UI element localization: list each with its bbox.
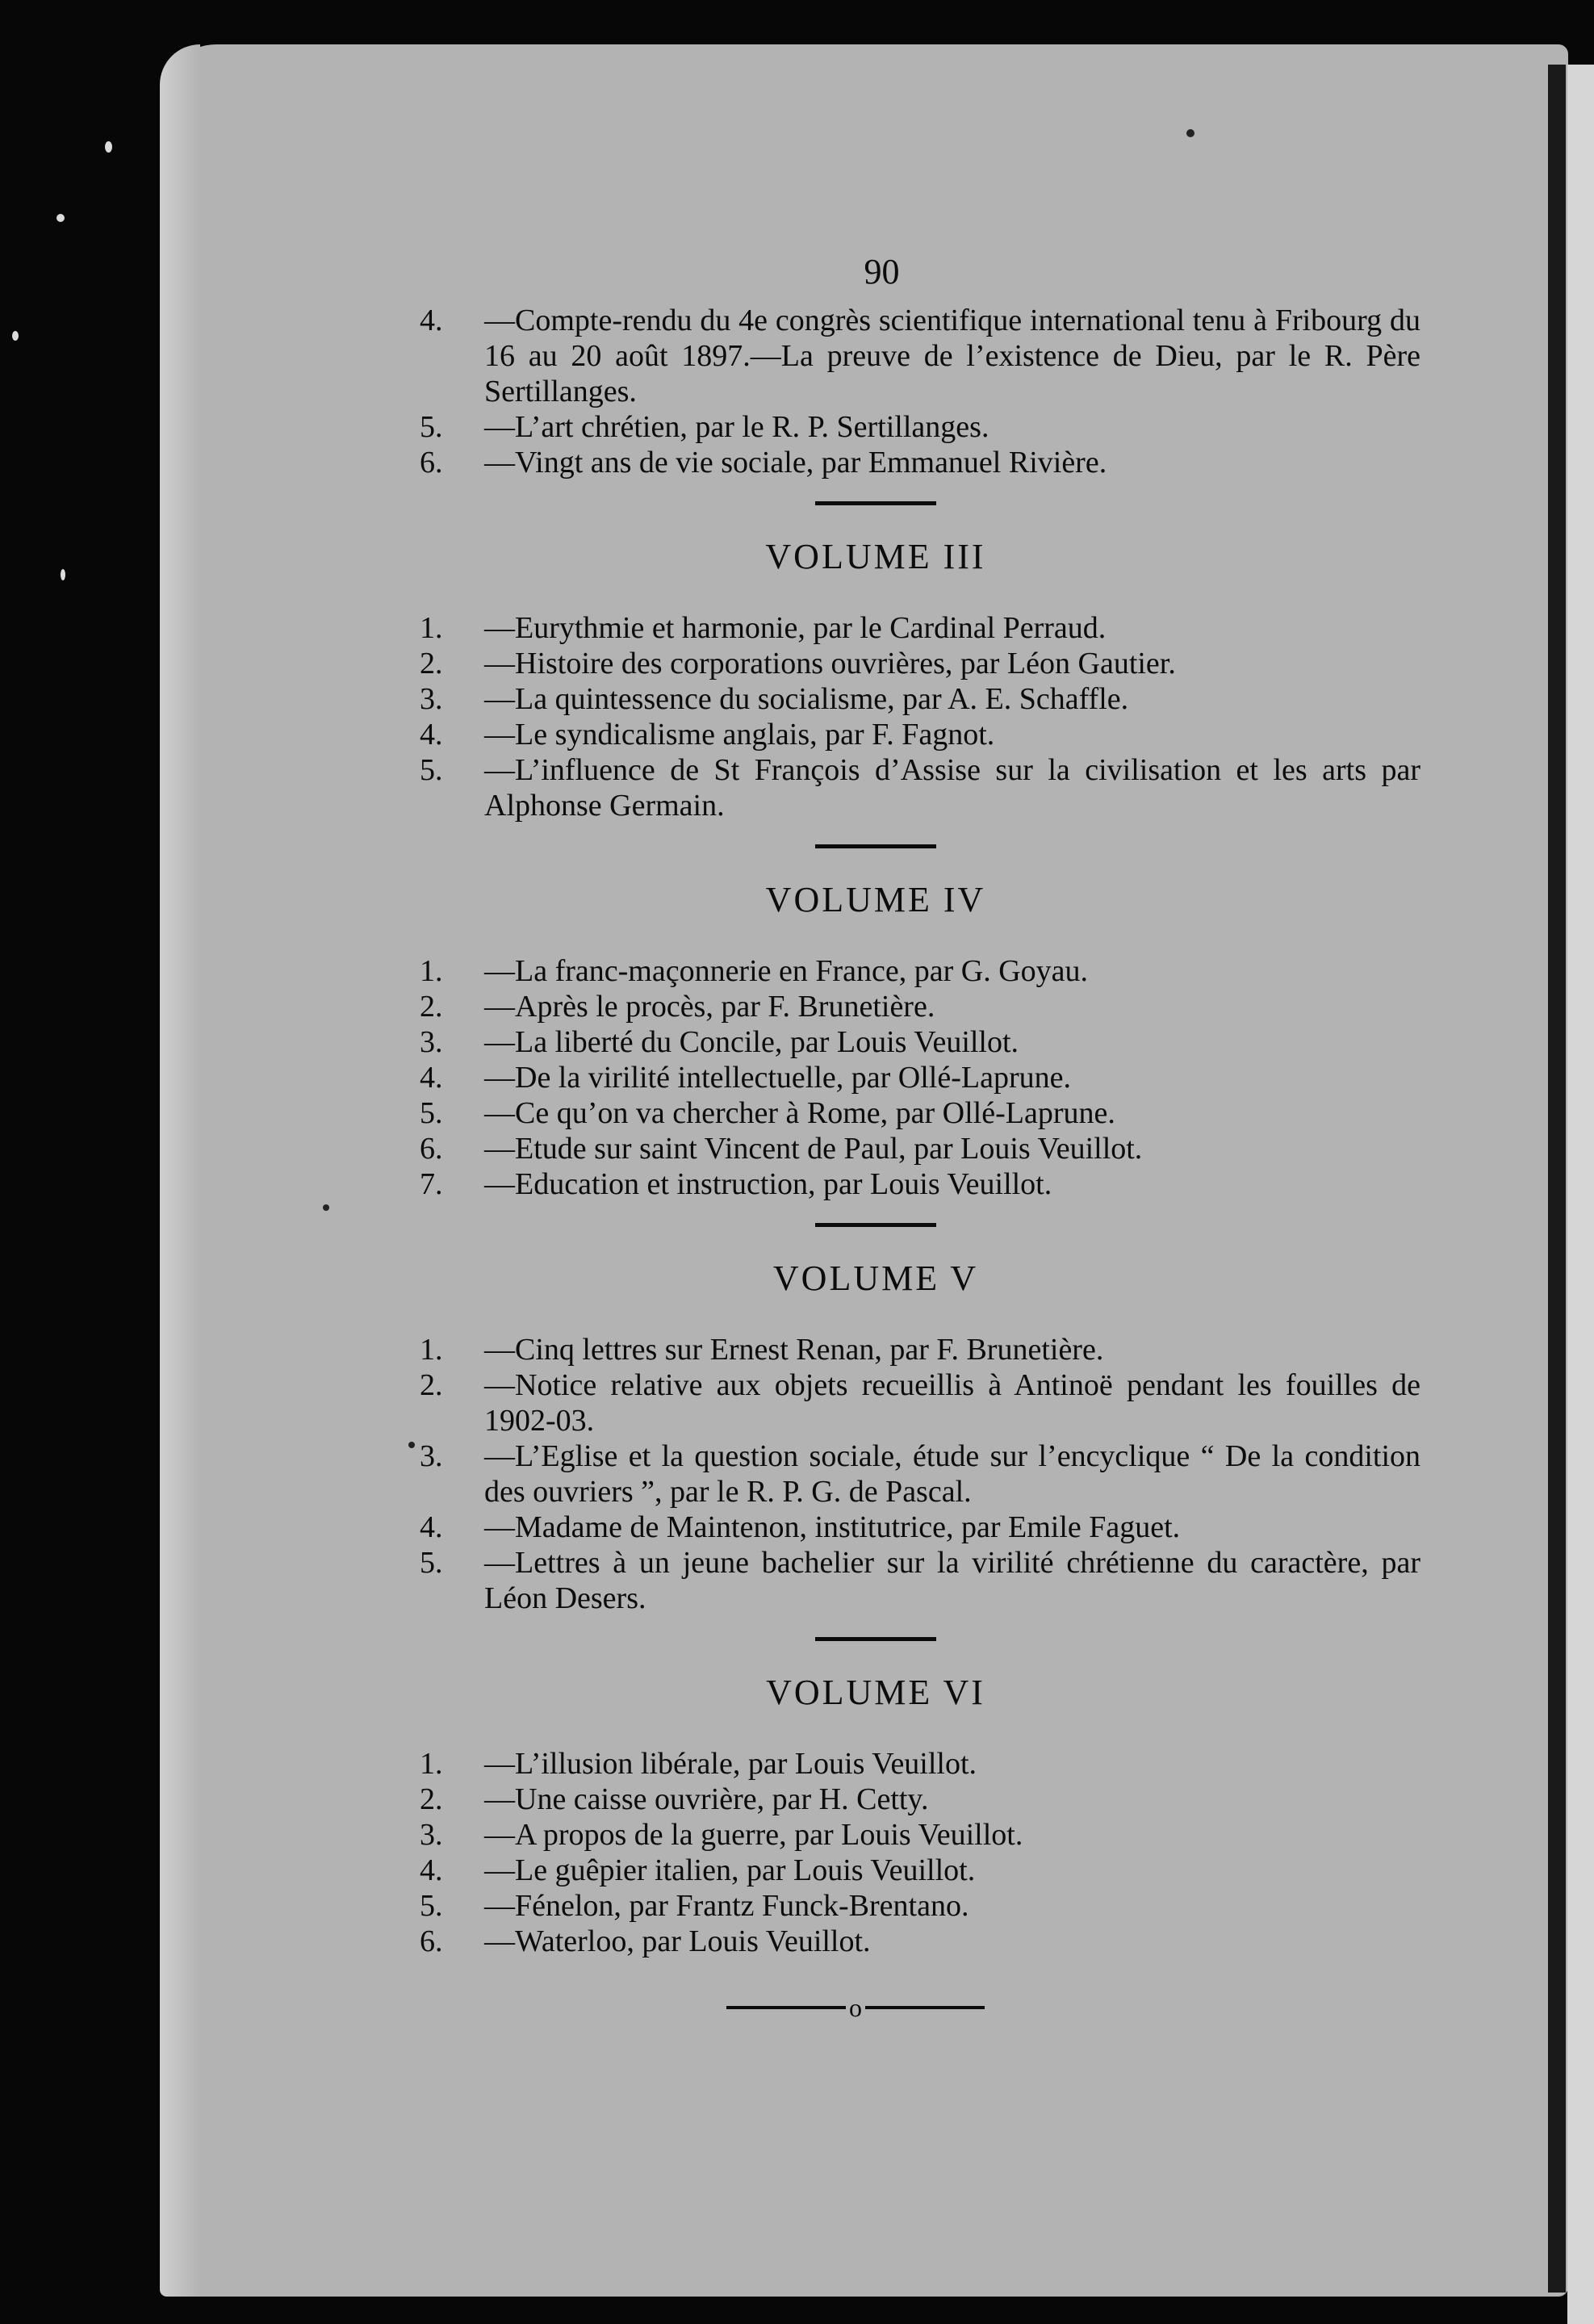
volume-list [420, 1332, 1420, 1616]
list-item [420, 445, 1420, 480]
item-number: 4. [420, 1061, 443, 1095]
dust-speck [323, 1204, 329, 1211]
page-edge-shade [160, 44, 200, 2297]
list-item [420, 1131, 1420, 1166]
list-item [420, 1024, 1420, 1060]
dust-speck [12, 331, 19, 341]
item-number: 1. [420, 954, 443, 988]
item-number: 4. [420, 718, 443, 752]
volume-list [420, 1746, 1420, 1959]
item-text: —Madame de Maintenon, institutrice, par Emile Faguet. [484, 1510, 1181, 1544]
book-gutter [1548, 65, 1566, 2293]
list-item [420, 1782, 1420, 1817]
item-number: 2. [420, 1368, 443, 1402]
list-item [420, 752, 1420, 823]
item-number: 1. [420, 611, 443, 645]
list-item [420, 989, 1420, 1024]
item-text: —Vingt ans de vie sociale, par Emmanuel Rivière. [484, 446, 1107, 479]
list-item [420, 1545, 1420, 1616]
item-text: —Lettres à un jeune bachelier sur la virilité chrétienne du caractère, par Léon Desers. [484, 1546, 1420, 1615]
item-text: —L’influence de St François d’Assise sur la civilisation et les arts par Alphonse Germain. [484, 753, 1420, 823]
item-text: —La franc-maçonnerie en France, par G. Goyau. [484, 954, 1089, 988]
item-text: —A propos de la guerre, par Louis Veuillot. [484, 1818, 1023, 1852]
item-text: —Fénelon, par Frantz Funck-Brentano. [484, 1889, 969, 1923]
volume-heading: VOLUME V [772, 1258, 979, 1298]
list-item [420, 1367, 1420, 1438]
item-number: 3. [420, 1439, 443, 1473]
dust-speck [56, 214, 65, 222]
dust-speck [105, 141, 112, 153]
item-text: —Le syndicalisme anglais, par F. Fagnot. [484, 718, 995, 752]
section-divider [815, 1223, 936, 1227]
list-item [420, 610, 1420, 646]
list-item [420, 681, 1420, 717]
page-number: 90 [864, 252, 900, 291]
volume-heading: VOLUME IV [765, 880, 986, 919]
intro-list [420, 303, 1420, 480]
item-text: —Après le procès, par F. Brunetière. [484, 990, 935, 1024]
item-number: 6. [420, 1132, 443, 1166]
item-number: 5. [420, 410, 443, 444]
item-number: 5. [420, 753, 443, 787]
dust-speck [1186, 129, 1194, 137]
section-divider [815, 1637, 936, 1641]
list-item [420, 1817, 1420, 1853]
item-text: —Etude sur saint Vincent de Paul, par Louis Veuillot. [484, 1132, 1143, 1166]
volume-heading: VOLUME III [765, 537, 986, 576]
item-text: —De la virilité intellectuelle, par Ollé-Laprune. [484, 1061, 1071, 1095]
item-text: —L’illusion libérale, par Louis Veuillot. [484, 1747, 977, 1781]
item-number: 5. [420, 1096, 443, 1130]
volume-list [420, 953, 1420, 1202]
volume-heading: VOLUME VI [766, 1673, 985, 1712]
item-number: 4. [420, 304, 443, 337]
item-text: —Ce qu’on va chercher à Rome, par Ollé-Laprune. [484, 1096, 1115, 1130]
item-number: 7. [420, 1167, 443, 1201]
item-number: 1. [420, 1333, 443, 1367]
item-number: 4. [420, 1853, 443, 1887]
item-text: —Eurythmie et harmonie, par le Cardinal Perraud. [484, 611, 1107, 645]
end-ornament [726, 1995, 985, 2020]
item-number: 2. [420, 647, 443, 680]
dust-speck [61, 569, 65, 580]
list-item [420, 646, 1420, 681]
item-text: —L’Eglise et la question sociale, étude sur l’encyclique “ De la condition des ouvriers ”, par le R. P. G. de Pascal. [484, 1439, 1420, 1509]
volume-list [420, 610, 1420, 823]
item-number: 6. [420, 1924, 443, 1958]
list-item [420, 1060, 1420, 1095]
ornament-circle: o [849, 1993, 862, 2022]
item-number: 3. [420, 682, 443, 716]
item-number: 2. [420, 1782, 443, 1816]
list-item [420, 1746, 1420, 1782]
item-text: —Cinq lettres sur Ernest Renan, par F. Brunetière. [484, 1333, 1104, 1367]
item-number: 6. [420, 446, 443, 479]
list-item [420, 1888, 1420, 1924]
ornament-line-left [726, 2006, 846, 2009]
item-number: 3. [420, 1025, 443, 1059]
list-item [420, 1166, 1420, 1202]
item-text: —La quintessence du socialisme, par A. E. Schaffle. [484, 682, 1129, 716]
item-number: 3. [420, 1818, 443, 1852]
item-text: —L’art chrétien, par le R. P. Sertillanges. [484, 410, 989, 444]
item-text: —Notice relative aux objets recueillis à Antinoë pendant les fouilles de 1902-03. [484, 1368, 1420, 1438]
list-item [420, 953, 1420, 989]
section-divider [815, 844, 936, 848]
item-number: 5. [420, 1546, 443, 1580]
item-text: —Une caisse ouvrière, par H. Cetty. [484, 1782, 929, 1816]
list-item [420, 1438, 1420, 1510]
list-item [420, 717, 1420, 752]
item-number: 2. [420, 990, 443, 1024]
list-item [420, 1332, 1420, 1367]
item-number: 1. [420, 1747, 443, 1781]
section-divider [815, 501, 936, 505]
list-item [420, 303, 1420, 409]
page-content [420, 254, 1420, 2020]
list-item [420, 1510, 1420, 1545]
item-text: —Compte-rendu du 4e congrès scientifique international tenu à Fribourg du 16 au 20 août 1897.—La preuve de l’existence de Dieu, par le R. Père Sertillanges. [484, 304, 1420, 408]
item-text: —Histoire des corporations ouvrières, par Léon Gautier. [484, 647, 1176, 680]
list-item [420, 1924, 1420, 1959]
item-text: —La liberté du Concile, par Louis Veuillot. [484, 1025, 1019, 1059]
list-item [420, 409, 1420, 445]
item-number: 5. [420, 1889, 443, 1923]
ornament-line-right [865, 2006, 985, 2009]
item-number: 4. [420, 1510, 443, 1544]
item-text: —Waterloo, par Louis Veuillot. [484, 1924, 871, 1958]
facing-page-edge [1567, 65, 1594, 2324]
dust-speck [408, 1442, 415, 1448]
item-text: —Le guêpier italien, par Louis Veuillot. [484, 1853, 976, 1887]
list-item [420, 1095, 1420, 1131]
item-text: —Education et instruction, par Louis Veuillot. [484, 1167, 1052, 1201]
list-item [420, 1853, 1420, 1888]
